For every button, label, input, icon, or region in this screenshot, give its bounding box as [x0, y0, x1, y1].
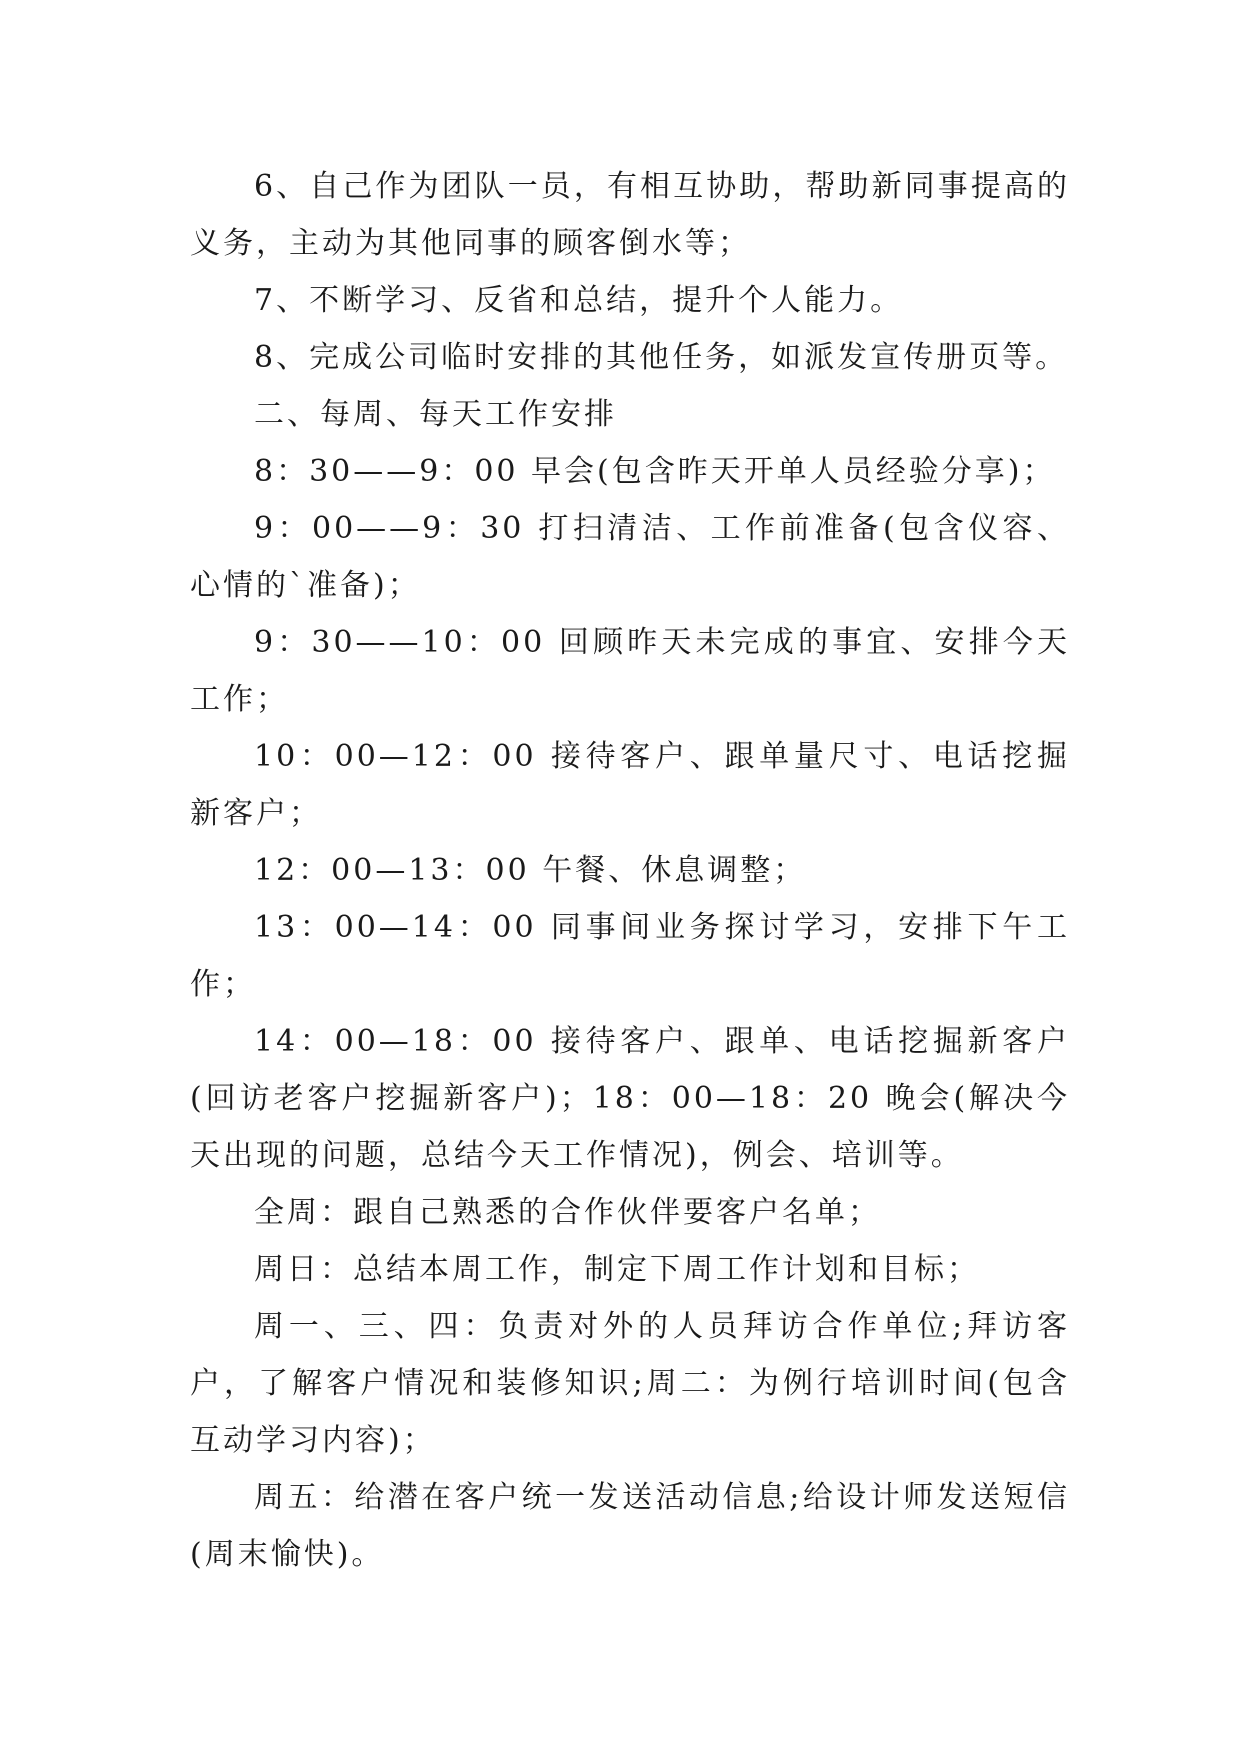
schedule-item-cleaning: 9：00——9：30 打扫清洁、工作前准备(包含仪容、心情的`准备)； — [190, 511, 1070, 603]
paragraph-duty-6: 6、自己作为团队一员，有相互协助，帮助新同事提高的义务，主动为其他同事的顾客倒水等； — [190, 169, 1070, 261]
schedule-item-lunch: 12：00—13：00 午餐、休息调整； — [254, 853, 807, 888]
paragraph-duty-7: 7、不断学习、反省和总结，提升个人能力。 — [254, 283, 904, 318]
weekly-item-friday: 周五：给潜在客户统一发送活动信息;给设计师发送短信(周末愉快)。 — [190, 1480, 1070, 1572]
schedule-item-discussion: 13：00—14：00 同事间业务探讨学习，安排下午工作； — [190, 910, 1070, 1002]
schedule-item-morning-meeting: 8：30——9：00 早会(包含昨天开单人员经验分享)； — [254, 454, 1056, 489]
paragraph-duty-8: 8、完成公司临时安排的其他任务，如派发宣传册页等。 — [254, 340, 1069, 375]
weekly-item-sunday: 周日：总结本周工作，制定下周工作计划和目标； — [254, 1252, 980, 1287]
schedule-item-review: 9：30——10：00 回顾昨天未完成的事宜、安排今天工作； — [190, 625, 1070, 717]
weekly-item-mon-tue-wed-thu: 周一、三、四：负责对外的人员拜访合作单位;拜访客户，了解客户情况和装修知识;周二：为例行培训时间(包含互动学习内容)； — [190, 1309, 1070, 1458]
schedule-item-reception-morning: 10：00—12：00 接待客户、跟单量尺寸、电话挖掘新客户； — [190, 739, 1070, 831]
section-heading-schedule: 二、每周、每天工作安排 — [254, 397, 617, 432]
weekly-item-all-week: 全周：跟自己熟悉的合作伙伴要客户名单； — [254, 1195, 881, 1230]
schedule-item-afternoon-evening: 14：00—18：00 接待客户、跟单、电话挖掘新客户(回访老客户挖掘新客户)；18：00—18：20 晚会(解决今天出现的问题，总结今天工作情况)，例会、培训等。 — [190, 1024, 1070, 1173]
document-body — [190, 158, 1070, 1583]
